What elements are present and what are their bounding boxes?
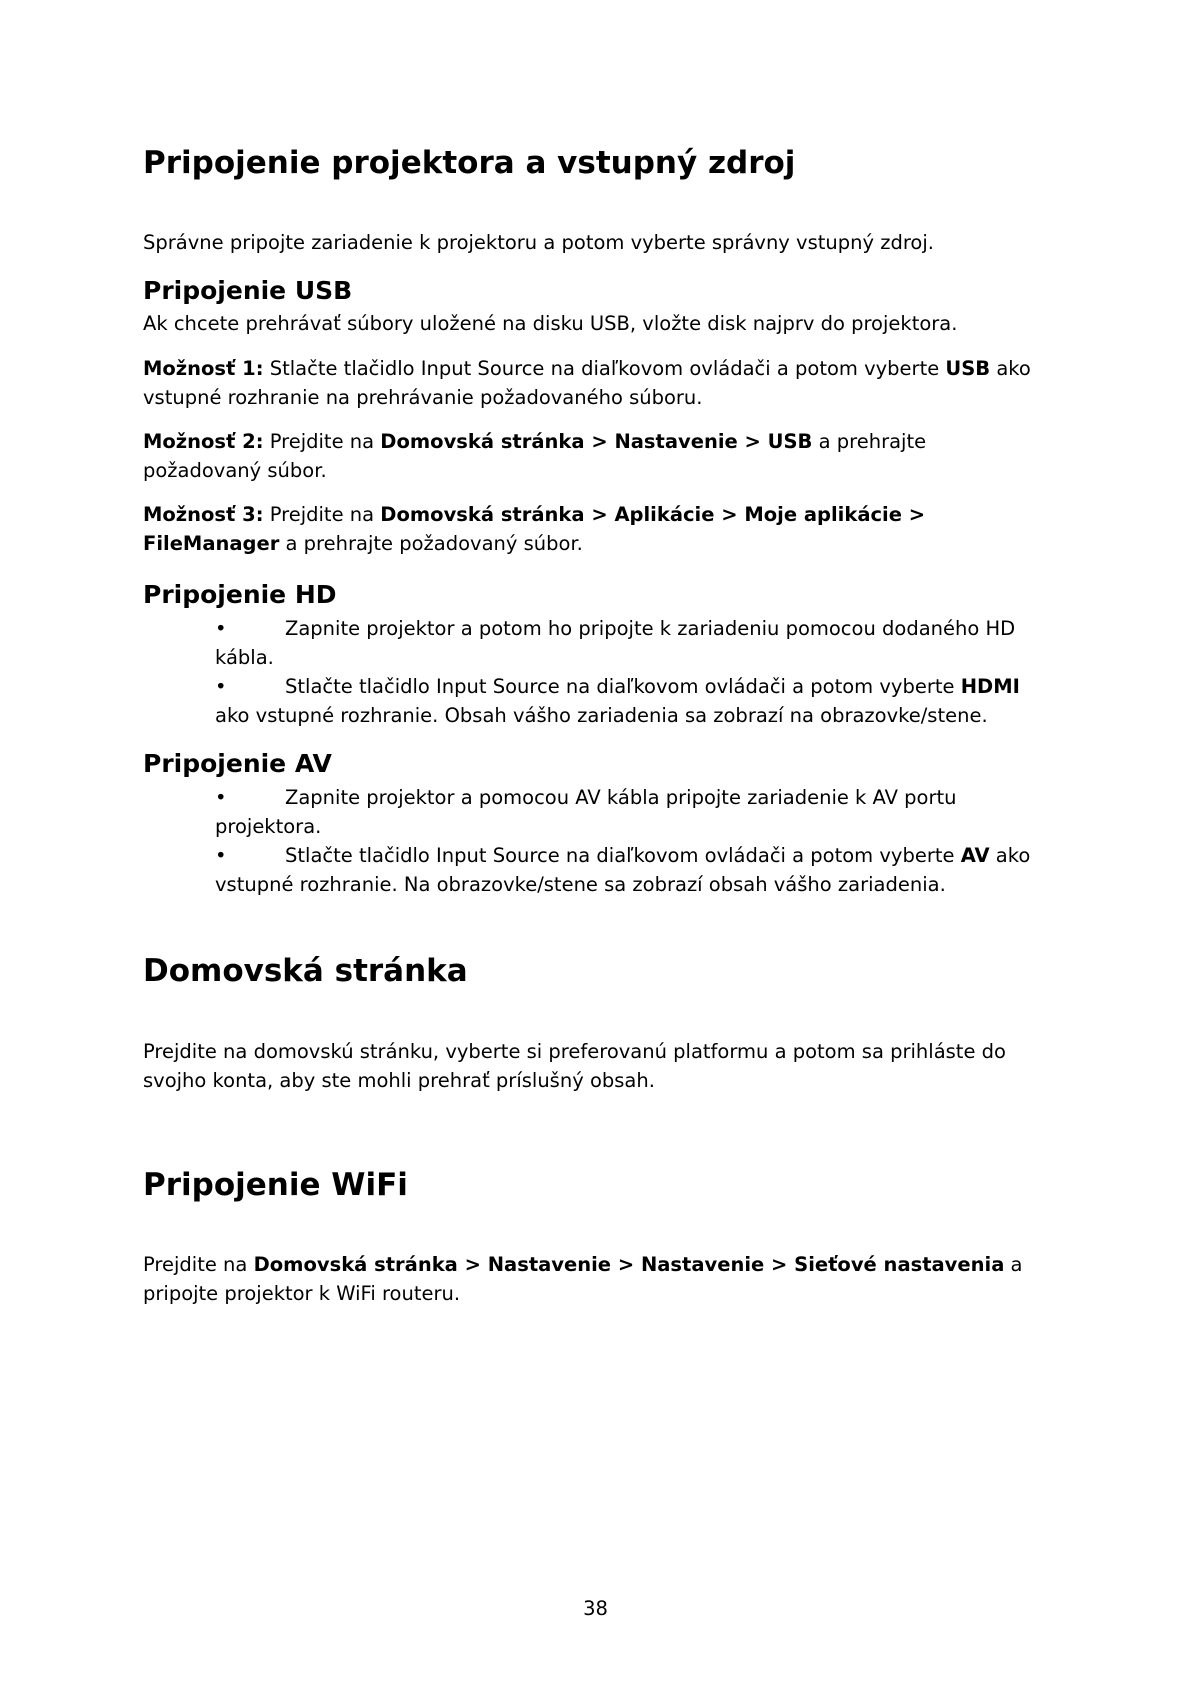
section-title-connection: Pripojenie projektora a vstupný zdroj: [143, 145, 796, 181]
page-number: 38: [583, 1597, 608, 1620]
av-bullet-1: [215, 783, 1048, 841]
av-bullet-2: [215, 841, 1048, 899]
option-text: a prehrajte požadovaný súbor.: [279, 532, 583, 555]
option-bold: Domovská stránka > Aplikácie > Moje aplikácie > FileManager: [143, 503, 926, 555]
section-intro: Správne pripojte zariadenie k projektoru a potom vyberte správny vstupný zdroj.: [143, 231, 934, 254]
bullet-text: Stlačte tlačidlo Input Source na diaľkovom ovládači a potom vyberte: [285, 675, 961, 698]
option-bold: USB: [945, 357, 991, 380]
wifi-text: [143, 1250, 1048, 1308]
bullet-bold: AV: [960, 844, 990, 867]
bullet-text: Zapnite projektor a potom ho pripojte k zariadeniu pomocou dodaného HD kábla.: [215, 617, 1016, 669]
bullet-text: Stlačte tlačidlo Input Source na diaľkovom ovládači a potom vyberte: [285, 844, 961, 867]
bullet-icon: •: [215, 675, 227, 698]
bullet-text: ako vstupné rozhranie. Obsah vášho zariadenia sa zobrazí na obrazovke/stene.: [215, 704, 988, 727]
hd-bullet-2: [215, 672, 1048, 730]
option-label: Možnosť 1:: [143, 357, 264, 380]
bullet-text: ako vstupné rozhranie. Na obrazovke/stene sa zobrazí obsah vášho zariadenia.: [215, 844, 1031, 896]
wifi-path: Domovská stránka > Nastavenie > Nastavenie > Sieťové nastavenia: [253, 1253, 1005, 1276]
home-text: Prejdite na domovskú stránku, vyberte si preferovanú platformu a potom sa prihláste do svojho konta, aby ste mohli prehrať príslušný obsah.: [143, 1040, 1006, 1092]
heading-av: Pripojenie AV: [143, 749, 332, 778]
usb-intro: Ak chcete prehrávať súbory uložené na disku USB, vložte disk najprv do projektora.: [143, 312, 958, 335]
heading-usb: Pripojenie USB: [143, 276, 353, 305]
wifi-text-part: Prejdite na: [143, 1253, 254, 1276]
section-title-wifi: Pripojenie WiFi: [143, 1167, 408, 1203]
bullet-icon: •: [215, 844, 227, 867]
option-text: Stlačte tlačidlo Input Source na diaľkovom ovládači a potom vyberte: [263, 357, 946, 380]
option-text: ako vstupné rozhranie na prehrávanie požadovaného súboru.: [143, 357, 1031, 409]
usb-option-3: [143, 500, 1048, 558]
heading-hd: Pripojenie HD: [143, 580, 337, 609]
bullet-bold: HDMI: [960, 675, 1020, 698]
bullet-icon: •: [215, 617, 227, 640]
option-text: Prejdite na: [263, 503, 381, 526]
wifi-text-part: a pripojte projektor k WiFi routeru.: [143, 1253, 1023, 1305]
option-label: Možnosť 2:: [143, 430, 264, 453]
usb-option-2: [143, 427, 1048, 485]
hd-bullet-1: [215, 614, 1048, 672]
option-text: Prejdite na: [263, 430, 381, 453]
option-label: Možnosť 3:: [143, 503, 264, 526]
bullet-icon: •: [215, 786, 227, 809]
option-text: a prehrajte požadovaný súbor.: [143, 430, 927, 482]
section-title-home: Domovská stránka: [143, 953, 468, 989]
usb-option-1: [143, 354, 1048, 412]
bullet-text: Zapnite projektor a pomocou AV kábla pripojte zariadenie k AV portu projektora.: [215, 786, 957, 838]
option-bold: Domovská stránka > Nastavenie > USB: [380, 430, 813, 453]
